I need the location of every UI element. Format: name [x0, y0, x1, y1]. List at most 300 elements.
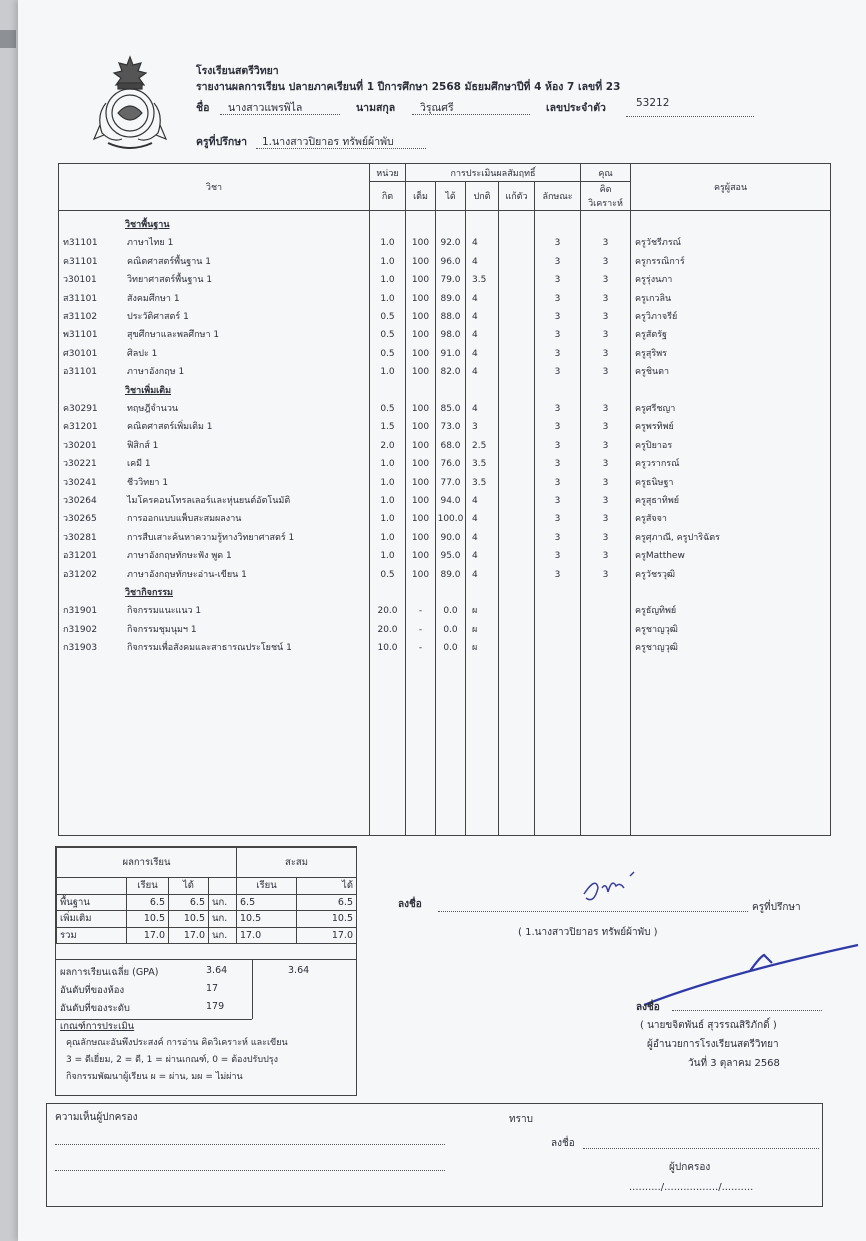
subject-name: สุขศึกษาและพลศึกษา 1 [127, 330, 220, 341]
cell-teacher: ครูวิภาจรีย์ [635, 312, 678, 322]
summary-vdivider [252, 959, 253, 1019]
cell-fix [499, 419, 534, 437]
cell-full: 100 [411, 569, 430, 580]
cell-qual: 3 [554, 312, 561, 322]
cell-got: 98.0 [440, 330, 461, 341]
cell-think [581, 640, 630, 658]
cell-fix [499, 475, 534, 493]
id-label: เลขประจำตัว [546, 102, 606, 114]
cell-grade: 4 [472, 238, 478, 249]
cell-qual: 3 [554, 330, 561, 341]
subject-name: วิทยาศาสตร์พื้นฐาน 1 [127, 275, 213, 286]
table-row [59, 456, 369, 474]
header-credit-top: หน่วย [370, 164, 406, 182]
summary-row-got: 10.5 [169, 911, 209, 928]
cell-got: 82.0 [440, 367, 461, 378]
cell-credit: 1.0 [380, 256, 395, 267]
cell-full: - [418, 606, 423, 617]
cell-qual: 3 [554, 459, 561, 470]
advisor-sign-line [438, 911, 748, 912]
cell-think: 3 [602, 256, 609, 267]
cell-think [581, 622, 630, 640]
section-heading-label: วิชากิจกรรม [125, 588, 173, 598]
advisor-dotline [256, 148, 426, 149]
cell-qual: 3 [554, 293, 561, 304]
table-row [59, 235, 369, 253]
cell-think: 3 [602, 551, 609, 562]
cell-think: 3 [602, 404, 609, 414]
summary-row-studied: 10.5 [127, 911, 169, 928]
director-sign-line [672, 1010, 822, 1011]
header-fixed: แก้ตัว [499, 182, 535, 211]
header-think-top: คิด [599, 185, 612, 195]
rank-room-label: อันดับที่ของห้อง [60, 985, 125, 996]
cell-got: 88.0 [440, 312, 461, 322]
parent-opinion-label: ความเห็นผู้ปกครอง [55, 1112, 138, 1123]
cell-credit: 1.0 [380, 551, 395, 562]
subject-name: ภาษาอังกฤษ 1 [127, 367, 185, 378]
cell-got: 85.0 [440, 404, 461, 414]
cell-grade: ผ [472, 606, 478, 617]
surname-dotline [412, 114, 530, 115]
cell-qual [535, 603, 580, 621]
parent-sign-label: ลงชื่อ [551, 1138, 575, 1149]
report-title: รายงานผลการเรียน ปลายภาคเรียนที่ 1 ปีการศึกษา 2568 มัธยมศึกษาปีที่ 4 ห้อง 7 เลขที่ 23 [196, 81, 621, 93]
cell-full: - [418, 643, 423, 654]
cell-grade: 4 [472, 551, 478, 562]
cell-credit: 1.0 [380, 238, 395, 249]
cell-qual [535, 622, 580, 640]
subject-name: ภาษาไทย 1 [127, 238, 174, 249]
cell-full: 100 [411, 312, 430, 322]
subject-code: อ31101 [63, 367, 98, 378]
cell-think: 3 [602, 496, 609, 506]
cell-teacher: ครูเกวลิน [635, 293, 672, 304]
advisor-value: 1.นางสาวปิยาอร ทรัพย์ผ้าพับ [262, 136, 394, 148]
cell-fix [499, 401, 534, 419]
cell-teacher: ครูศรีชญา [635, 404, 676, 414]
cell-got: 94.0 [440, 496, 461, 506]
cell-full: 100 [411, 496, 430, 506]
cell-teacher: ครูวรากรณ์ [635, 459, 680, 470]
table-row [59, 419, 369, 437]
cell-teacher: ครูปิยาอร [635, 440, 673, 451]
cell-teacher: ครูธนิษฐา [635, 477, 674, 488]
subject-code: ก31902 [63, 624, 98, 635]
cell-fix [499, 622, 534, 640]
subject-name: คณิตศาสตร์พื้นฐาน 1 [127, 256, 211, 267]
section-heading [59, 585, 369, 603]
cell-credit: 0.5 [380, 404, 395, 414]
cell-credit: 10.0 [377, 643, 398, 654]
advisor-signature-icon [576, 858, 656, 908]
cell-think: 3 [602, 330, 609, 341]
summary-row-accum-studied: 10.5 [237, 911, 297, 928]
cell-grade: 4 [472, 367, 478, 378]
header-think-bottom: วิเคราะห์ [588, 199, 623, 209]
cell-fix [499, 567, 534, 585]
advisor-role: ครูที่ปรึกษา [752, 902, 801, 913]
cell-got: 68.0 [440, 440, 461, 451]
subject-code: อ31201 [63, 551, 98, 562]
cell-grade: ผ [472, 624, 478, 635]
summary-row-label: พื้นฐาน [57, 894, 127, 911]
cell-fix [499, 438, 534, 456]
cell-got: 76.0 [440, 459, 461, 470]
cell-fix [499, 511, 534, 529]
cell-credit: 0.5 [380, 569, 395, 580]
section-heading [59, 217, 369, 235]
subject-code: ว30101 [63, 275, 97, 286]
cell-credit: 1.0 [380, 514, 395, 525]
cell-fix [499, 235, 534, 253]
cell-fix [499, 548, 534, 566]
subject-name: ภาษาอังกฤษทักษะอ่าน-เขียน 1 [127, 569, 247, 580]
cell-think: 3 [602, 514, 609, 525]
summary-row-got: 6.5 [169, 894, 209, 911]
cell-qual: 3 [554, 422, 561, 433]
cell-full: 100 [411, 440, 430, 451]
table-row [59, 291, 369, 309]
cell-grade: 4 [472, 569, 478, 580]
cell-fix [499, 327, 534, 345]
table-row [59, 548, 369, 566]
summary-accum-label: สะสม [237, 848, 357, 878]
cell-fix [499, 530, 534, 548]
cell-think: 3 [602, 422, 609, 433]
cell-full: - [418, 624, 423, 635]
grade-table [58, 163, 831, 836]
table-row [59, 272, 369, 290]
name-value: นางสาวแพรพิไล [228, 102, 303, 114]
id-value: 53212 [636, 97, 670, 109]
cell-think: 3 [602, 477, 609, 488]
header-teacher: ครูผู้สอน [631, 164, 831, 211]
cell-think: 3 [602, 238, 609, 249]
cell-credit: 20.0 [377, 624, 398, 635]
subject-code: ท31101 [63, 238, 98, 249]
cell-credit: 0.5 [380, 330, 395, 341]
think-column [581, 211, 630, 835]
gpa-value: 3.64 [206, 965, 228, 976]
cell-think: 3 [602, 569, 609, 580]
cell-credit: 1.0 [380, 477, 395, 488]
summary-blank [57, 878, 127, 895]
header-normal: ปกติ [466, 182, 499, 211]
cell-full: 100 [411, 367, 430, 378]
cell-credit: 1.0 [380, 293, 395, 304]
cell-qual: 3 [554, 256, 561, 267]
table-row [59, 603, 369, 621]
table-row [59, 475, 369, 493]
cell-grade: ผ [472, 643, 478, 654]
cell-got: 95.0 [440, 551, 461, 562]
cell-credit: 2.0 [380, 440, 395, 451]
criteria-title: เกณฑ์การประเมิน [60, 1021, 135, 1032]
cell-qual: 3 [554, 569, 561, 580]
subject-code: ว30281 [63, 532, 97, 543]
subject-code: ค31201 [63, 422, 98, 433]
table-row [59, 622, 369, 640]
summary-row-unit: นก. [209, 894, 237, 911]
cell-qual: 3 [554, 514, 561, 525]
cell-teacher: ครูศุภาณี, ครูปาริฉัตร [635, 532, 720, 543]
summary-row-accum-got: 10.5 [297, 911, 357, 928]
subject-name: ฟิสิกส์ 1 [127, 440, 159, 451]
cell-full: 100 [411, 477, 430, 488]
gpa-label: ผลการเรียนเฉลี่ย (GPA) [60, 967, 159, 978]
cell-got: 79.0 [440, 275, 461, 286]
cell-grade: 4 [472, 514, 478, 525]
subject-code: ว30201 [63, 440, 97, 451]
cell-fix [499, 309, 534, 327]
summary-row-unit: นก. [209, 911, 237, 928]
got-column [436, 211, 465, 835]
header-full: เต็ม [406, 182, 436, 211]
cell-grade: 3.5 [472, 459, 487, 470]
subject-name: ทฤษฎีจำนวน [127, 404, 179, 414]
summary-row-label: เพิ่มเติม [57, 911, 127, 928]
table-row [59, 346, 369, 364]
parent-date-blank: ........../................./.......... [629, 1182, 754, 1193]
subject-code: ว30241 [63, 477, 97, 488]
cell-got: 77.0 [440, 477, 461, 488]
summary-row-accum-got: 6.5 [297, 894, 357, 911]
subject-code: พ31101 [63, 330, 98, 341]
rank-room-value: 17 [206, 983, 219, 994]
subject-code: ส31102 [63, 312, 98, 322]
cell-got: 0.0 [443, 624, 458, 635]
cell-think: 3 [602, 532, 609, 543]
credit-column [370, 211, 405, 835]
summary-box [55, 846, 357, 1096]
parent-opinion-box [46, 1103, 823, 1207]
cell-grade: 4 [472, 496, 478, 506]
table-row [59, 254, 369, 272]
parent-acknowledge: ทราบ [509, 1114, 533, 1125]
table-row [59, 438, 369, 456]
grade-column [466, 211, 498, 835]
parent-role: ผู้ปกครอง [669, 1162, 711, 1173]
summary-row-accum-got: 17.0 [297, 927, 357, 944]
header-quality-top: คุณ [581, 164, 631, 182]
summary-row-studied: 6.5 [127, 894, 169, 911]
cell-qual [535, 640, 580, 658]
cell-full: 100 [411, 422, 430, 433]
cell-teacher: ครูชาญวุฒิ [635, 624, 678, 635]
subject-name: กิจกรรมแนะแนว 1 [127, 606, 202, 617]
cell-full: 100 [411, 514, 430, 525]
id-dotline [626, 116, 754, 117]
subject-code: ว30221 [63, 459, 97, 470]
cell-grade: 4 [472, 312, 478, 322]
cell-fix [499, 640, 534, 658]
cell-full: 100 [411, 404, 430, 414]
section-heading [59, 383, 369, 401]
cell-fix [499, 254, 534, 272]
cell-credit: 1.0 [380, 367, 395, 378]
cell-credit: 0.5 [380, 312, 395, 322]
school-logo-icon [92, 55, 168, 155]
cell-teacher: ครูวัชรวุฒิ [635, 569, 676, 580]
cell-full: 100 [411, 348, 430, 359]
cell-credit: 1.5 [380, 422, 395, 433]
cell-got: 100.0 [437, 514, 464, 525]
table-row [59, 567, 369, 585]
summary-blank [209, 878, 237, 895]
cell-qual: 3 [554, 348, 561, 359]
subject-code: ส31101 [63, 293, 98, 304]
cell-teacher: ครูสัจจา [635, 514, 667, 525]
criteria-line-2: 3 = ดีเยี่ยม, 2 = ดี, 1 = ผ่านเกณฑ์, 0 = ต้องปรับปรุง [66, 1055, 279, 1065]
section-heading-label: วิชาเพิ่มเติม [125, 385, 172, 396]
table-row [59, 327, 369, 345]
cell-teacher: ครูMatthew [635, 551, 685, 562]
cell-teacher: ครูชาญวุฒิ [635, 643, 678, 654]
opinion-line-1 [55, 1144, 445, 1145]
cell-full: 100 [411, 551, 430, 562]
table-row [59, 640, 369, 658]
summary-accum-got: ได้ [297, 878, 357, 895]
summary-row-label: รวม [57, 927, 127, 944]
summary-row-studied: 17.0 [127, 927, 169, 944]
subject-name: ภาษาอังกฤษทักษะฟัง พูด 1 [127, 551, 232, 562]
cell-think: 3 [602, 348, 609, 359]
cell-think: 3 [602, 459, 609, 470]
summary-row-accum-studied: 6.5 [237, 894, 297, 911]
cell-qual: 3 [554, 238, 561, 249]
subject-code: อ31202 [63, 569, 98, 580]
subject-code: ว30265 [63, 514, 97, 525]
rank-level-label: อันดับที่ของระดับ [60, 1003, 130, 1014]
cell-think: 3 [602, 275, 609, 286]
subject-code: ก31901 [63, 606, 98, 617]
header-quality-bottom: ลักษณะ [535, 182, 581, 211]
cell-grade: 3 [472, 422, 478, 433]
subject-name: กิจกรรมชุมนุมฯ 1 [127, 624, 197, 635]
cell-full: 100 [411, 238, 430, 249]
header-assessment: การประเมินผลสัมฤทธิ์ [406, 164, 581, 182]
surname-label: นามสกุล [356, 102, 396, 114]
cell-fix [499, 364, 534, 382]
cell-teacher: ครูธัญทิพย์ [635, 606, 677, 617]
cell-full: 100 [411, 330, 430, 341]
cell-fix [499, 603, 534, 621]
cell-grade: 3.5 [472, 275, 487, 286]
opinion-line-2 [55, 1170, 445, 1171]
subject-name: ชีววิทยา 1 [127, 477, 169, 488]
cell-got: 92.0 [440, 238, 461, 249]
background-edge [0, 0, 18, 1241]
rank-level-value: 179 [206, 1001, 225, 1012]
cell-qual: 3 [554, 477, 561, 488]
subject-name: สังคมศึกษา 1 [127, 293, 180, 304]
criteria-line-3: กิจกรรมพัฒนาผู้เรียน ผ = ผ่าน, มผ = ไม่ผ่าน [66, 1072, 243, 1082]
subject-name: ไมโครคอนโทรลเลอร์และหุ่นยนต์อัตโนมัติ [127, 496, 291, 506]
subject-code: ค31101 [63, 256, 98, 267]
section-heading-label: วิชาพื้นฐาน [125, 220, 170, 230]
subject-code: ก31903 [63, 643, 98, 654]
name-dotline [220, 114, 340, 115]
background-tab [0, 30, 16, 48]
cell-credit: 0.5 [380, 348, 395, 359]
summary-studied: เรียน [127, 878, 169, 895]
cell-fix [499, 346, 534, 364]
cell-teacher: ครูสัตรัฐ [635, 330, 668, 341]
cell-grade: 4 [472, 330, 478, 341]
report-date: วันที่ 3 ตุลาคม 2568 [688, 1058, 780, 1069]
cell-teacher: ครูกรรณิการ์ [635, 256, 685, 267]
director-role: ผู้อำนวยการโรงเรียนสตรีวิทยา [647, 1039, 779, 1050]
cell-credit: 1.0 [380, 275, 395, 286]
subject-name: กิจกรรมเพื่อสังคมและสาธารณประโยชน์ 1 [127, 643, 292, 654]
cell-full: 100 [411, 532, 430, 543]
cell-got: 89.0 [440, 293, 461, 304]
summary-table [56, 847, 357, 944]
table-row [59, 530, 369, 548]
cell-qual: 3 [554, 532, 561, 543]
gpa-accum-value: 3.64 [288, 965, 310, 976]
cell-grade: 4 [472, 404, 478, 414]
cell-credit: 1.0 [380, 532, 395, 543]
cell-teacher: ครูสุริพร [635, 348, 667, 359]
cell-got: 0.0 [443, 643, 458, 654]
cell-think: 3 [602, 293, 609, 304]
cell-got: 73.0 [440, 422, 461, 433]
cell-full: 100 [411, 459, 430, 470]
cell-got: 96.0 [440, 256, 461, 267]
parent-sign-line [583, 1148, 819, 1149]
summary-row-accum-studied: 17.0 [237, 927, 297, 944]
cell-qual: 3 [554, 496, 561, 506]
cell-got: 0.0 [443, 606, 458, 617]
cell-credit: 1.0 [380, 496, 395, 506]
header-got: ได้ [436, 182, 466, 211]
subject-name: ประวัติศาสตร์ 1 [127, 312, 189, 322]
name-label: ชื่อ [196, 102, 210, 114]
cell-qual: 3 [554, 275, 561, 286]
subject-column [59, 211, 369, 835]
cell-qual: 3 [554, 551, 561, 562]
cell-full: 100 [411, 275, 430, 286]
subject-code: ค30291 [63, 404, 98, 414]
subject-name: การออกแบบแพ็บสะสมผลงาน [127, 514, 242, 525]
summary-accum-studied: เรียน [237, 878, 297, 895]
advisor-name: ( 1.นางสาวปิยาอร ทรัพย์ผ้าพับ ) [518, 927, 658, 938]
cell-full: 100 [411, 293, 430, 304]
cell-grade: 4 [472, 532, 478, 543]
advisor-label: ครูที่ปรึกษา [196, 136, 248, 148]
subject-code: ศ30101 [63, 348, 98, 359]
cell-got: 91.0 [440, 348, 461, 359]
summary-result-label: ผลการเรียน [57, 848, 237, 878]
cell-think: 3 [602, 440, 609, 451]
cell-full: 100 [411, 256, 430, 267]
subject-code: ว30264 [63, 496, 97, 506]
teacher-column [631, 211, 830, 835]
cell-think: 3 [602, 367, 609, 378]
cell-teacher: ครูพรทิพย์ [635, 422, 674, 433]
header-credit-bottom: กิต [370, 182, 406, 211]
cell-got: 90.0 [440, 532, 461, 543]
header-subject: วิชา [59, 164, 370, 211]
director-name: ( นายขจิตพันธ์ สุวรรณสิริภักดิ์ ) [640, 1020, 777, 1031]
cell-credit: 20.0 [377, 606, 398, 617]
cell-fix [499, 272, 534, 290]
criteria-line-1: คุณลักษณะอันพึงประสงค์ การอ่าน คิดวิเคราะห์ และเขียน [66, 1038, 288, 1048]
cell-qual: 3 [554, 404, 561, 414]
cell-think [581, 603, 630, 621]
